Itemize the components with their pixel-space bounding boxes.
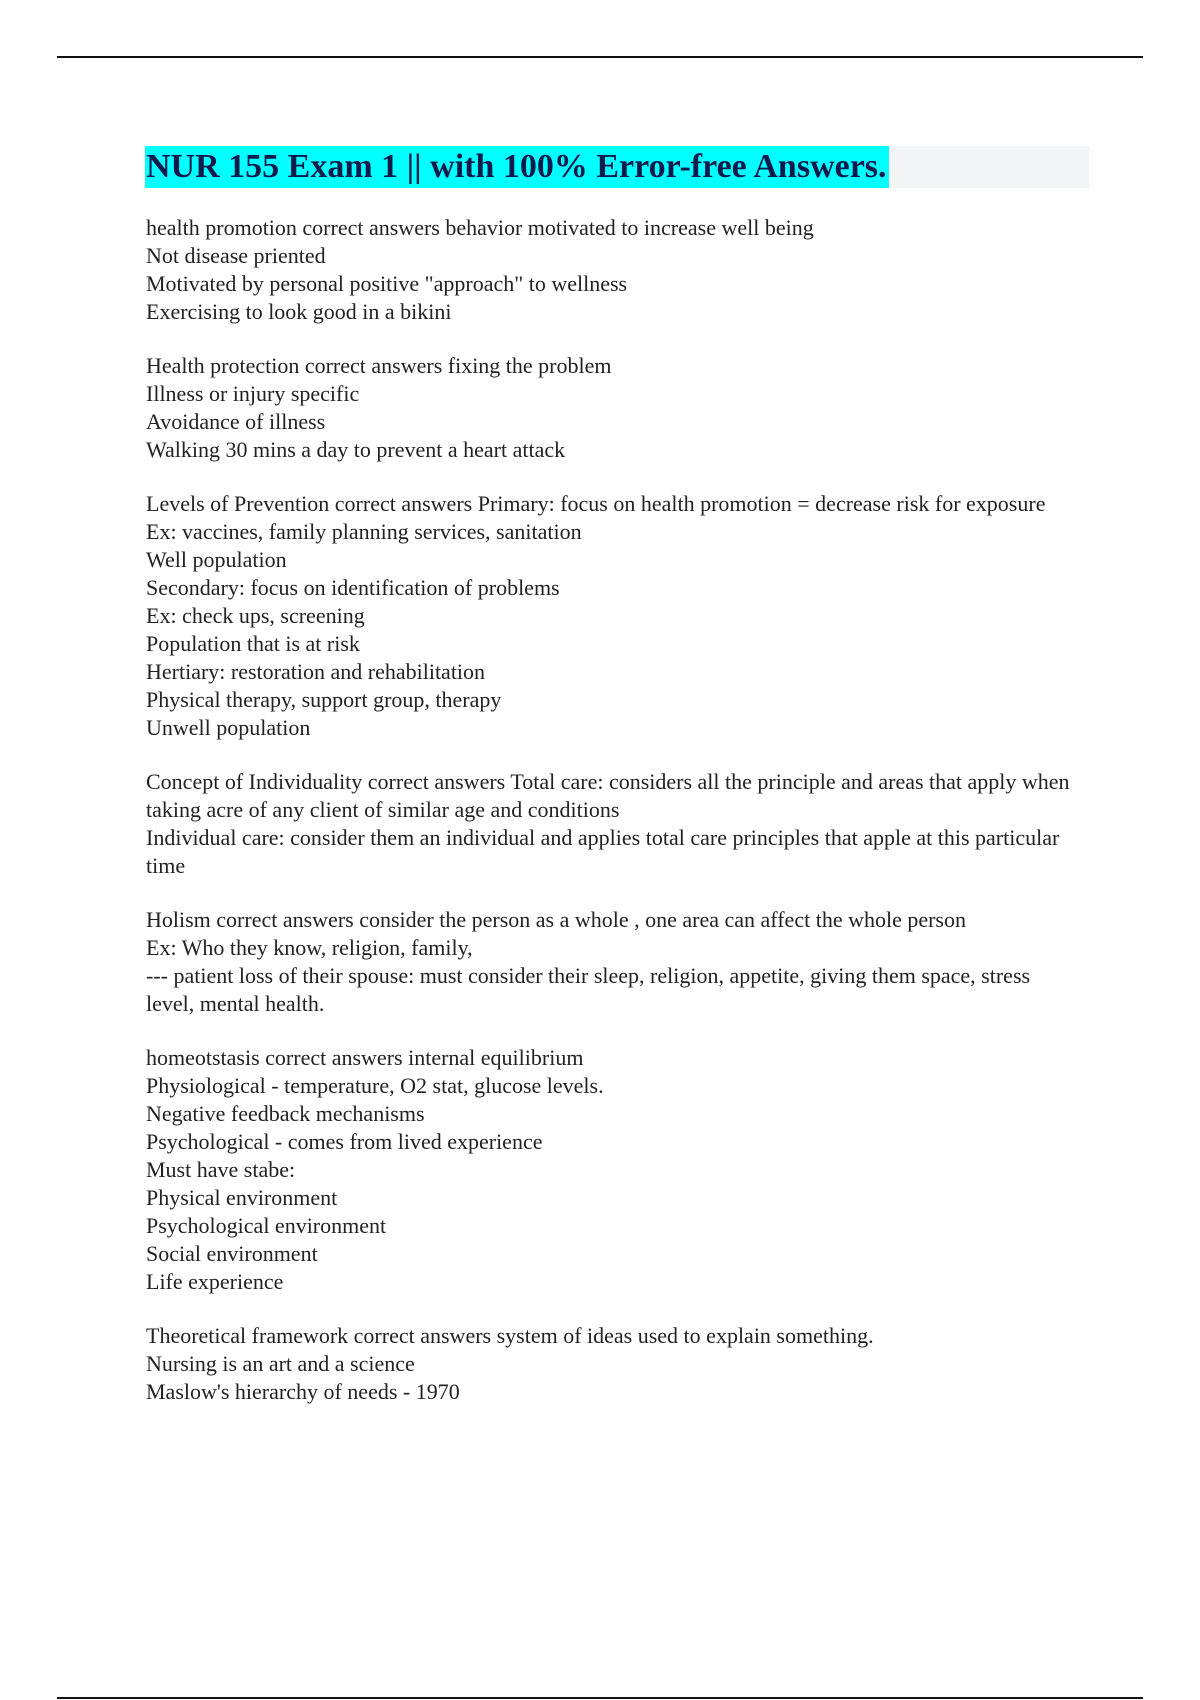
text-line: homeotstasis correct answers internal equilibrium (146, 1045, 584, 1070)
text-line: Physiological - temperature, O2 stat, glucose levels. (146, 1073, 604, 1098)
text-line: Exercising to look good in a bikini (146, 299, 452, 324)
text-line: Levels of Prevention correct answers Primary: focus on health promotion = decrease risk for exposure (146, 491, 1046, 516)
text-line: Life experience (146, 1269, 284, 1294)
text-line: Ex: Who they know, religion, family, (146, 935, 473, 960)
section-health-promotion (146, 214, 1076, 326)
bottom-divider (57, 1697, 1143, 1699)
section-homeostasis (146, 1044, 1076, 1296)
text-line: health promotion correct answers behavior motivated to increase well being (146, 215, 814, 240)
text-line: Illness or injury specific (146, 381, 360, 406)
text-line: Health protection correct answers fixing the problem (146, 353, 612, 378)
text-line: Nursing is an art and a science (146, 1351, 415, 1376)
section-theoretical-framework (146, 1322, 1076, 1406)
text-line: --- patient loss of their spouse: must consider their sleep, religion, appetite, giving them space, stress level, mental health. (146, 963, 1031, 1016)
text-line: Social environment (146, 1241, 318, 1266)
section-levels-of-prevention (146, 490, 1076, 742)
section-holism (146, 906, 1076, 1018)
document-title: NUR 155 Exam 1 || with 100% Error-free Answers. (145, 146, 889, 188)
text-line: Must have stabe: (146, 1157, 296, 1182)
text-line: Holism correct answers consider the person as a whole , one area can affect the whole person (146, 907, 966, 932)
top-divider (57, 56, 1143, 58)
text-line: Unwell population (146, 715, 311, 740)
text-line: Walking 30 mins a day to prevent a heart attack (146, 437, 566, 462)
text-line: Physical environment (146, 1185, 338, 1210)
text-line: Hertiary: restoration and rehabilitation (146, 659, 486, 684)
text-line: Psychological - comes from lived experience (146, 1129, 543, 1154)
section-health-protection (146, 352, 1076, 464)
text-line: Ex: check ups, screening (146, 603, 365, 628)
text-line: Secondary: focus on identification of problems (146, 575, 560, 600)
text-line: Individual care: consider them an individual and applies total care principles that apple at this particular time (146, 825, 1060, 878)
text-line: Theoretical framework correct answers system of ideas used to explain something. (146, 1323, 874, 1348)
text-line: Physical therapy, support group, therapy (146, 687, 502, 712)
text-line: Not disease priented (146, 243, 326, 268)
text-line: Avoidance of illness (146, 409, 326, 434)
text-line: Psychological environment (146, 1213, 387, 1238)
text-line: Motivated by personal positive "approach" to wellness (146, 271, 628, 296)
text-line: Population that is at risk (146, 631, 360, 656)
section-concept-of-individuality (146, 768, 1076, 880)
text-line: Maslow's hierarchy of needs - 1970 (146, 1379, 460, 1404)
text-line: Ex: vaccines, family planning services, sanitation (146, 519, 582, 544)
text-line: Negative feedback mechanisms (146, 1101, 425, 1126)
document-body (146, 214, 1076, 1432)
text-line: Well population (146, 547, 287, 572)
text-line: Concept of Individuality correct answers Total care: considers all the principle and areas that apply when taking acre of any client of similar age and conditions (146, 769, 1070, 822)
